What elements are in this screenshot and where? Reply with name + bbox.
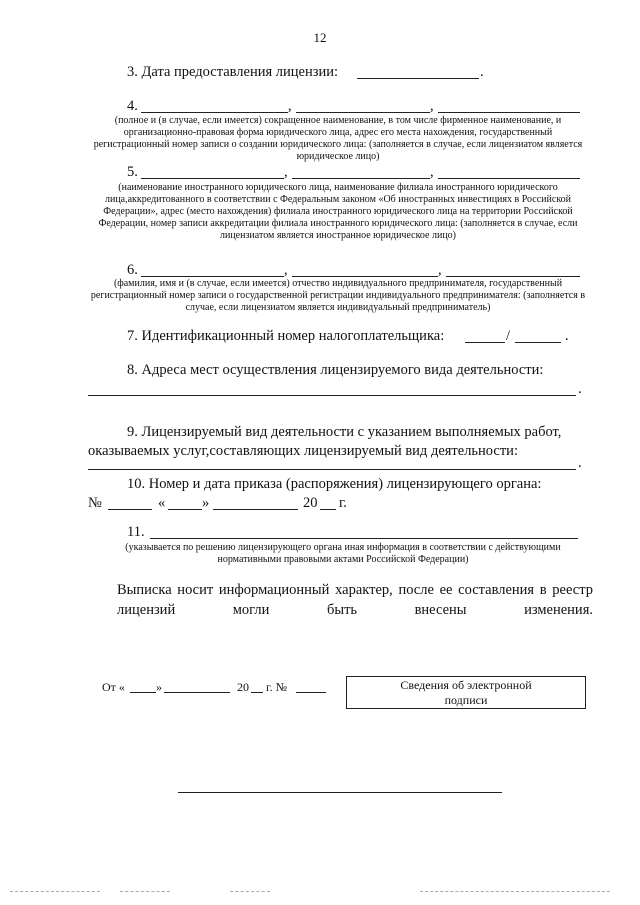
item6-sep-2: , xyxy=(438,262,442,278)
item5-number: 5. xyxy=(127,164,138,180)
item9-end: . xyxy=(578,455,582,471)
item6-note: (фамилия, имя и (в случае, если имеется) отчество индивидуального предпринимателя, государственный регистрационный номер записи о государственной регистрации индивидуального предпринимателя: (заполняется в случае, если лицензиатом является индивидуальный предприниматель) xyxy=(90,278,586,313)
item11-note: (указывается по решению лицензирующего органа иная информация в соответствии с действующими нормативными правовыми актами Российской Федерации) xyxy=(125,542,561,565)
item4-sep-1: , xyxy=(288,98,292,114)
item4-blank-3 xyxy=(438,112,580,113)
item4-sep-2: , xyxy=(430,98,434,114)
item10-year: 20 xyxy=(303,495,318,511)
item7-blank-2 xyxy=(515,342,561,343)
item6-sep-1: , xyxy=(284,262,288,278)
item10-month-blank xyxy=(213,509,298,510)
item9-line1: 9. Лицензируемый вид деятельности с указанием выполняемых работ, xyxy=(127,424,562,440)
footer-year-blank xyxy=(251,692,263,693)
item4-blank-1 xyxy=(141,112,288,113)
notice-text: Выписка носит информационный характер, после ее составления в реестр лицензий могли быть внесены изменения. xyxy=(117,582,593,618)
item3-label: 3. Дата предоставления лицензии: xyxy=(127,64,339,80)
item10-year-suffix: г. xyxy=(339,495,347,511)
footer-quote-close: » xyxy=(156,680,162,694)
item4-blank-2 xyxy=(296,112,430,113)
item5-blank-2 xyxy=(292,178,430,179)
item8-label: 8. Адреса мест осуществления лицензируемого вида деятельности: xyxy=(127,362,544,378)
item10-quote-open: « xyxy=(158,495,166,511)
esign-line1: Сведения об электронной xyxy=(400,678,532,692)
item3-end: . xyxy=(480,64,484,80)
item7-end: . xyxy=(565,328,569,344)
item11-number: 11. xyxy=(127,524,145,540)
scan-artifact xyxy=(120,891,170,892)
item5-note: (наименование иностранного юридического лица, наименование филиала иностранного юридического лица,аккредитованного в соответствии с Федеральным законом «Об иностранных инвестициях в Российской Федерации», адрес (место нахождения) филиала иностранного юридического лица на территории Российской Федерации, номер записи аккредитации филиала иностранного юридического лица: (заполняется в случае, если лицензиатом является иностранное юридическое лицо) xyxy=(98,182,578,241)
item10-number-sign: № xyxy=(88,495,102,511)
item9-blank xyxy=(88,469,576,470)
item4-number: 4. xyxy=(127,98,138,114)
item7-blank-1 xyxy=(465,342,505,343)
item6-blank-1 xyxy=(141,276,284,277)
footer-number-label: г. № xyxy=(266,680,288,694)
footer-number-blank xyxy=(296,692,326,693)
item11-blank xyxy=(150,538,578,539)
item6-blank-3 xyxy=(446,276,580,277)
footer-year: 20 xyxy=(237,680,249,694)
item10-year-blank xyxy=(320,509,336,510)
scan-artifact xyxy=(10,891,100,892)
item7-slash: / xyxy=(506,328,511,344)
item5-blank-3 xyxy=(438,178,580,179)
scan-artifact xyxy=(420,891,610,892)
esign-line2: подписи xyxy=(444,693,488,707)
item5-sep-2: , xyxy=(430,164,434,180)
item10-day-blank xyxy=(168,509,202,510)
item5-sep-1: , xyxy=(284,164,288,180)
item10-label: 10. Номер и дата приказа (распоряжения) лицензирующего органа: xyxy=(127,476,542,492)
item9-line2: оказываемых услуг,составляющих лицензируемый вид деятельности: xyxy=(88,443,518,459)
item5-blank-1 xyxy=(141,178,284,179)
page-number: 12 xyxy=(313,30,327,45)
item6-blank-2 xyxy=(292,276,438,277)
signature-line xyxy=(178,792,502,793)
electronic-signature-box xyxy=(346,676,586,709)
item3-blank xyxy=(357,78,479,79)
footer-day-blank xyxy=(130,692,156,693)
item10-quote-close: » xyxy=(202,495,210,511)
footer-from: От « xyxy=(102,680,125,694)
scan-artifact xyxy=(230,891,270,892)
item8-end: . xyxy=(578,381,582,397)
footer-month-blank xyxy=(164,692,230,693)
item10-number-blank xyxy=(108,509,152,510)
item8-blank xyxy=(88,395,576,396)
item7-label: 7. Идентификационный номер налогоплательщика: xyxy=(127,328,445,344)
item6-number: 6. xyxy=(127,262,138,278)
item4-note: (полное и (в случае, если имеется) сокращенное наименование, в том числе фирменное наименование, и организационно-правовая форма юридического лица, адрес его места нахождения, государственный регистрационный номер записи о создании юридического лица: (заполняется в случае, если лицензиатом является юридическое лицо) xyxy=(93,115,583,162)
